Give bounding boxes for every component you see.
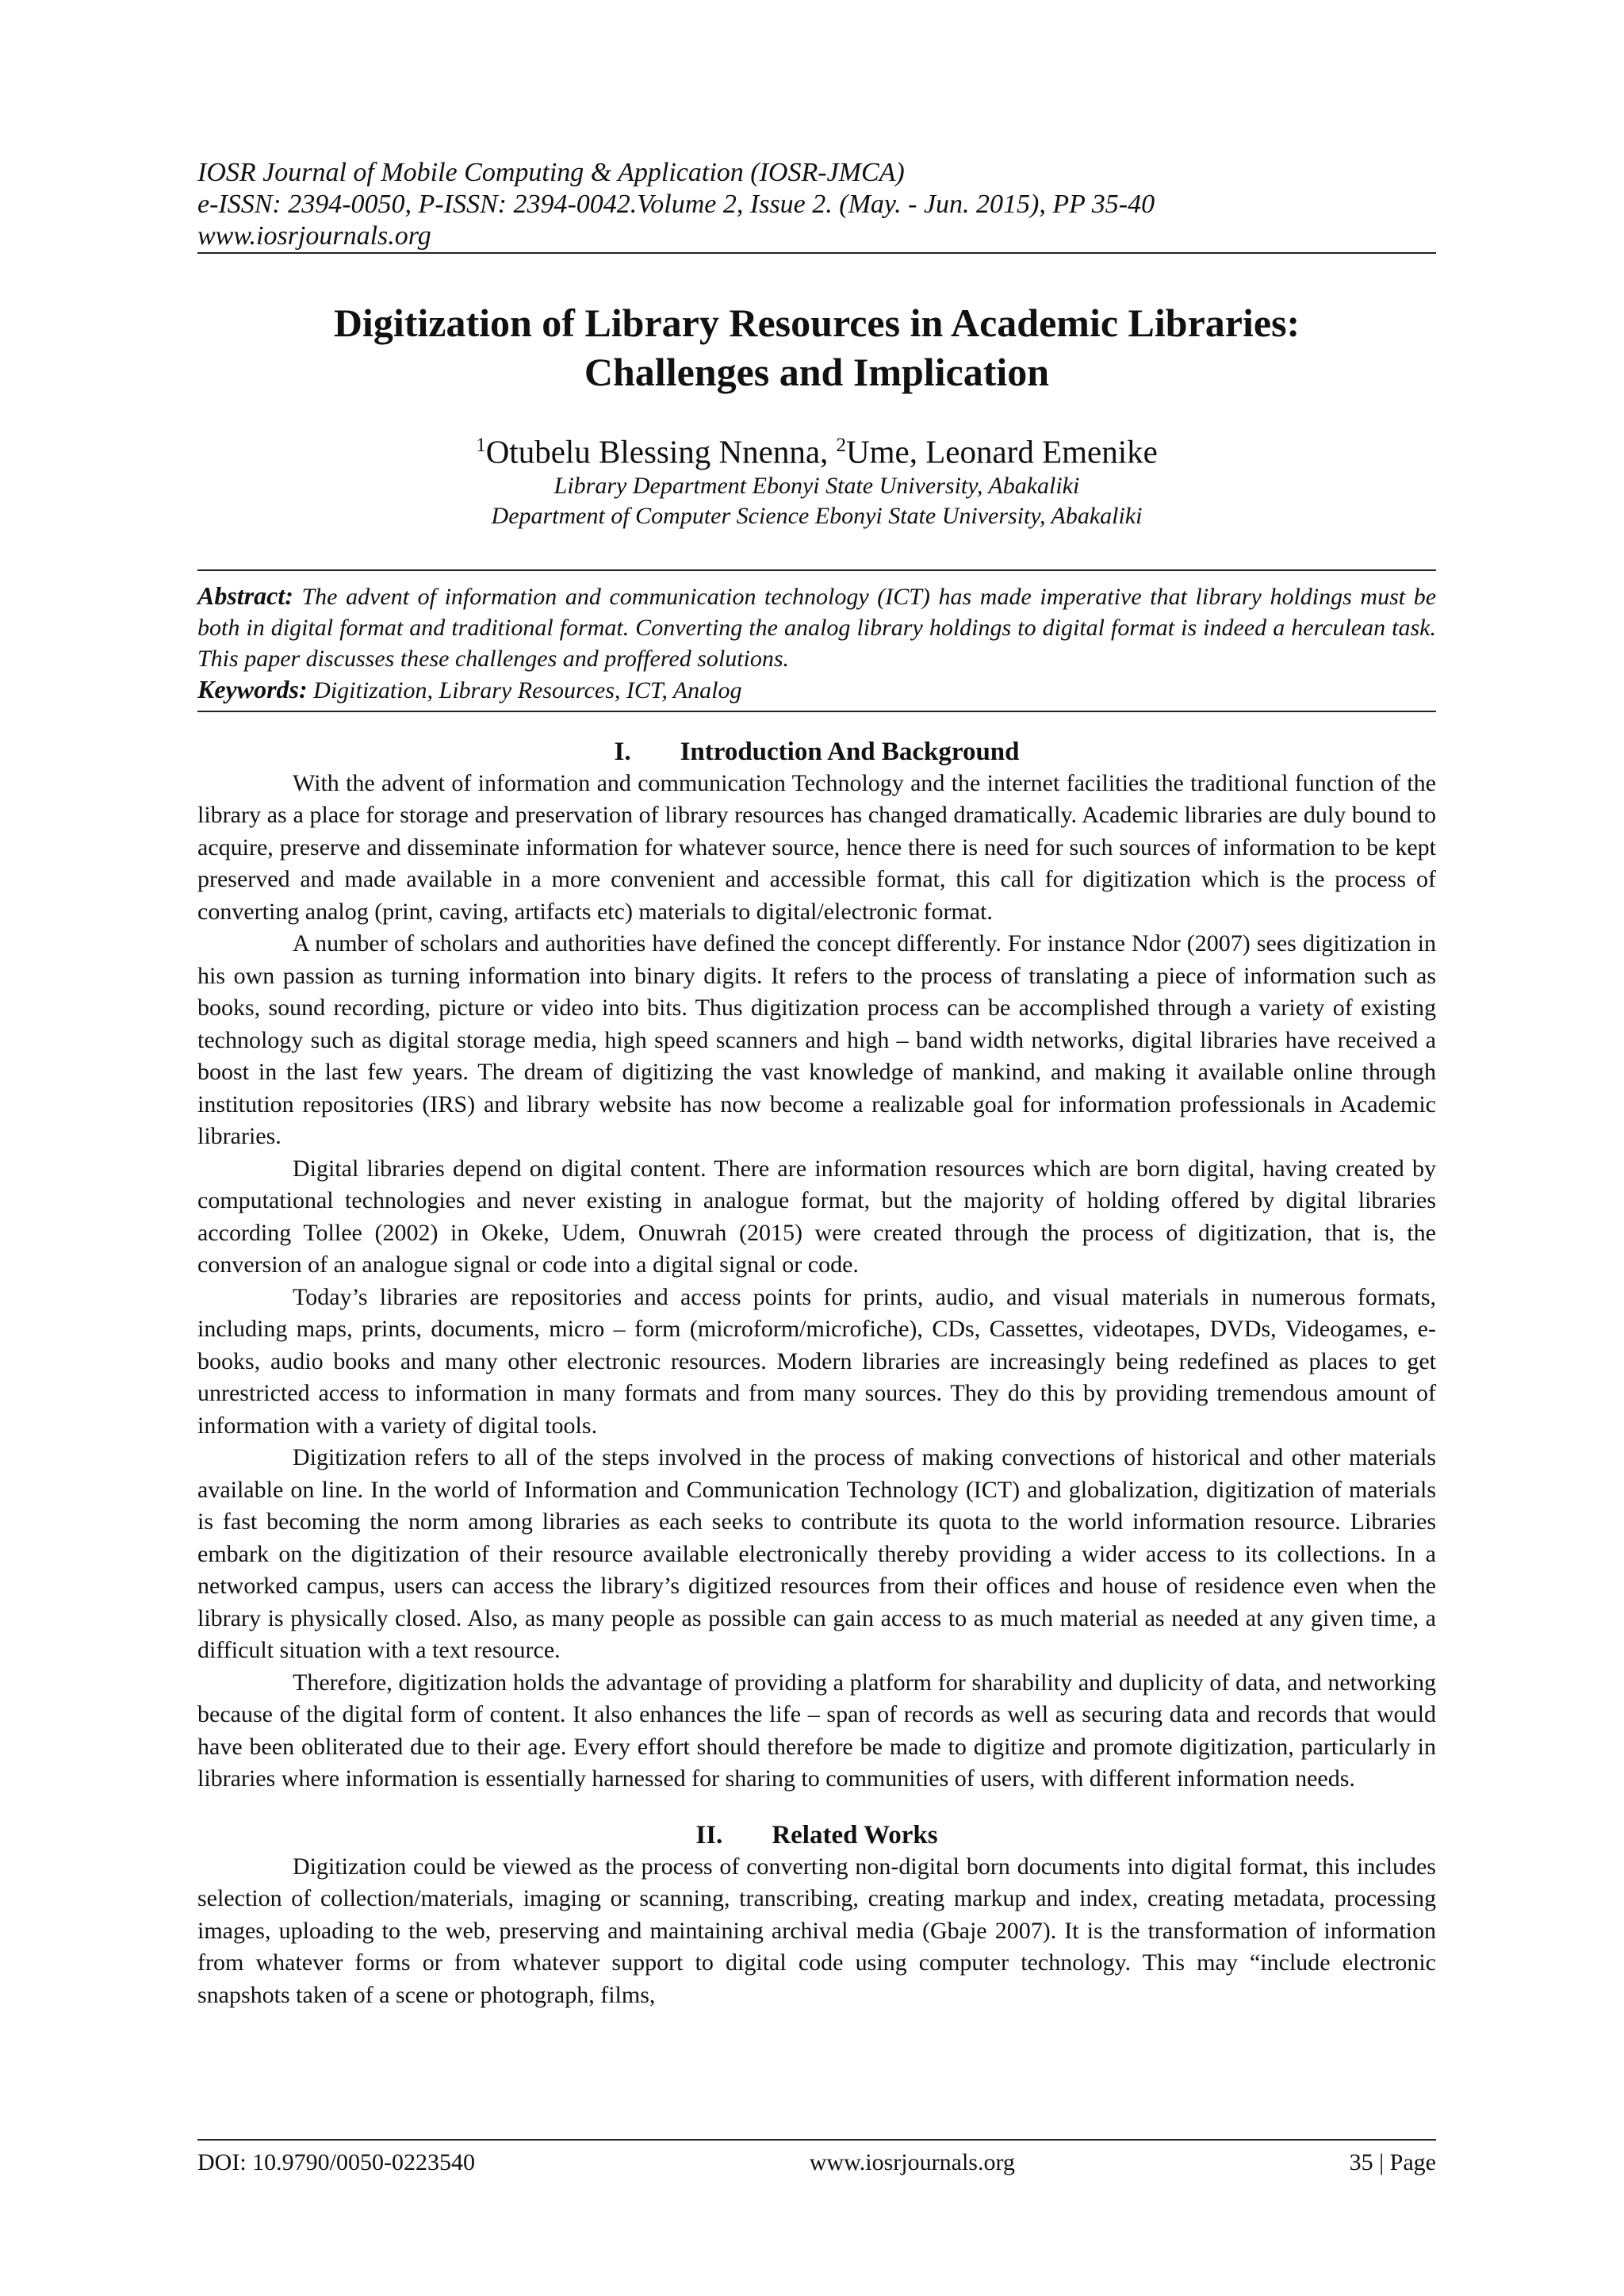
paragraph: Digitization refers to all of the steps involved in the process of making convections of historical and other materials available on line. In the world of Information and Communication Technology (ICT) and globalization, digitization of materials is fast becoming the norm among libraries as each seeks to contribute its quota to the world information resource. Libraries embark on the digitization of their resource available electronically thereby providing a wider access to its collections. In a networked campus, users can access the library’s digitized resources from their offices and house of residence even when the library is physically closed. Also, as many people as possible can gain access to as much material as needed at any given time, a difficult situation with a text resource. xyxy=(197,1444,1436,1664)
section-number: I. xyxy=(614,737,631,766)
abstract-label: Abstract: xyxy=(197,581,293,610)
keywords-label: Keywords: xyxy=(197,674,308,703)
affiliation-2: Department of Computer Science Ebonyi State University, Abakaliki xyxy=(491,502,1143,529)
title-line-2: Challenges and Implication xyxy=(584,350,1050,394)
footer-doi[interactable]: DOI: 10.9790/0050-0223540 xyxy=(197,2149,475,2175)
page-footer xyxy=(197,2139,1436,2179)
author-2-superscript: 2 xyxy=(836,435,847,456)
section-number: II. xyxy=(695,1820,723,1849)
journal-name: IOSR Journal of Mobile Computing & Application (IOSR-JMCA) xyxy=(197,158,905,187)
section-related-works xyxy=(197,1819,1436,2012)
section-title: Introduction And Background xyxy=(680,737,1020,766)
header-website[interactable]: www.iosrjournals.org xyxy=(197,221,431,251)
page-content xyxy=(197,157,1436,2011)
paragraph: Today’s libraries are repositories and access points for prints, audio, and visual materials in numerous formats, including maps, prints, documents, micro – form (microform/microfiche), CDs, Cassettes, videotapes, DVDs, Videogames, e-books, audio books and many other electronic resources. Modern libraries are increasingly being redefined as places to get unrestricted access to information in many formats and from many sources. They do this by providing tremendous amount of information with a variety of digital tools. xyxy=(197,1283,1436,1439)
footer-row xyxy=(197,2147,1436,2179)
author-1-name: Otubelu Blessing Nnenna, xyxy=(485,433,837,470)
paragraph: Therefore, digitization holds the advantage of providing a platform for sharability and duplicity of data, and networking because of the digital form of content. It also enhances the life – span of records as well as securing data and records that would have been obliterated due to their age. Every effort should therefore be made to digitize and promote digitization, particularly in libraries where information is essentially harnessed for sharing to communities of users, with different information needs. xyxy=(197,1669,1436,1792)
paragraph: With the advent of information and communication Technology and the internet facilities the traditional function of the library as a place for storage and preservation of library resources has changed dramatically. Academic libraries are duly bound to acquire, preserve and disseminate information for whatever source, hence there is need for such sources of information to be kept preserved and made available in a more convenient and accessible format, this call for digitization which is the process of converting analog (print, caving, artifacts etc) materials to digital/electronic format. xyxy=(197,769,1436,925)
section-heading xyxy=(197,736,1436,768)
footer-rule xyxy=(197,2139,1436,2141)
keywords xyxy=(197,674,1436,706)
affiliation-1: Library Department Ebonyi State University, Abakaliki xyxy=(553,472,1080,499)
title-line-1: Digitization of Library Resources in Academic Libraries: xyxy=(333,301,1300,345)
author-list xyxy=(197,427,1436,471)
abstract-block xyxy=(197,569,1436,712)
section-title: Related Works xyxy=(772,1820,938,1849)
section-heading xyxy=(197,1819,1436,1851)
journal-header xyxy=(197,157,1436,252)
footer-page-number: 35 | Page xyxy=(1349,2149,1436,2175)
author-1-superscript: 1 xyxy=(476,435,486,456)
author-2-name: Ume, Leonard Emenike xyxy=(846,433,1158,470)
paper-title xyxy=(197,298,1436,397)
abstract-text: The advent of information and communication technology (ICT) has made imperative that library holdings must be both in digital format and traditional format. Converting the analog library holdings to digital format is indeed a herculean task. This paper discusses these challenges and proffered solutions. xyxy=(197,583,1437,672)
paragraph: Digitization could be viewed as the process of converting non-digital born documents into digital format, this includes selection of collection/materials, imaging or scanning, transcribing, creating markup and index, creating metadata, processing images, uploading to the web, preserving and maintaining archival media (Gbaje 2007). It is the transformation of information from whatever forms or from whatever support to digital code using computer technology. This may “include electronic snapshots taken of a scene or photograph, films, xyxy=(197,1853,1436,2008)
paragraph: A number of scholars and authorities have defined the concept differently. For instance Ndor (2007) sees digitization in his own passion as turning information into binary digits. It refers to the process of translating a piece of information such as books, sound recording, picture or video into bits. Thus digitization process can be accomplished through a variety of existing technology such as digital storage media, high speed scanners and high – band width networks, digital libraries have received a boost in the last few years. The dream of digitizing the vast knowledge of mankind, and making it available online through institution repositories (IRS) and library website has now become a realizable goal for information professionals in Academic libraries. xyxy=(197,930,1436,1150)
keywords-text: Digitization, Library Resources, ICT, Analog xyxy=(313,677,742,703)
section-introduction xyxy=(197,736,1436,1796)
paragraph: Digital libraries depend on digital content. There are information resources which are born digital, having created by computational technologies and never existing in analogue format, but the majority of holding offered by digital libraries according Tollee (2002) in Okeke, Udem, Onuwrah (2015) were created through the process of digitization, that is, the conversion of an analogue signal or code into a digital signal or code. xyxy=(197,1155,1436,1278)
header-rule xyxy=(197,252,1436,254)
issn-line: e-ISSN: 2394-0050, P-ISSN: 2394-0042.Volume 2, Issue 2. (May. - Jun. 2015), PP 35-40 xyxy=(197,190,1155,219)
abstract xyxy=(197,581,1436,674)
footer-website[interactable]: www.iosrjournals.org xyxy=(809,2149,1015,2175)
